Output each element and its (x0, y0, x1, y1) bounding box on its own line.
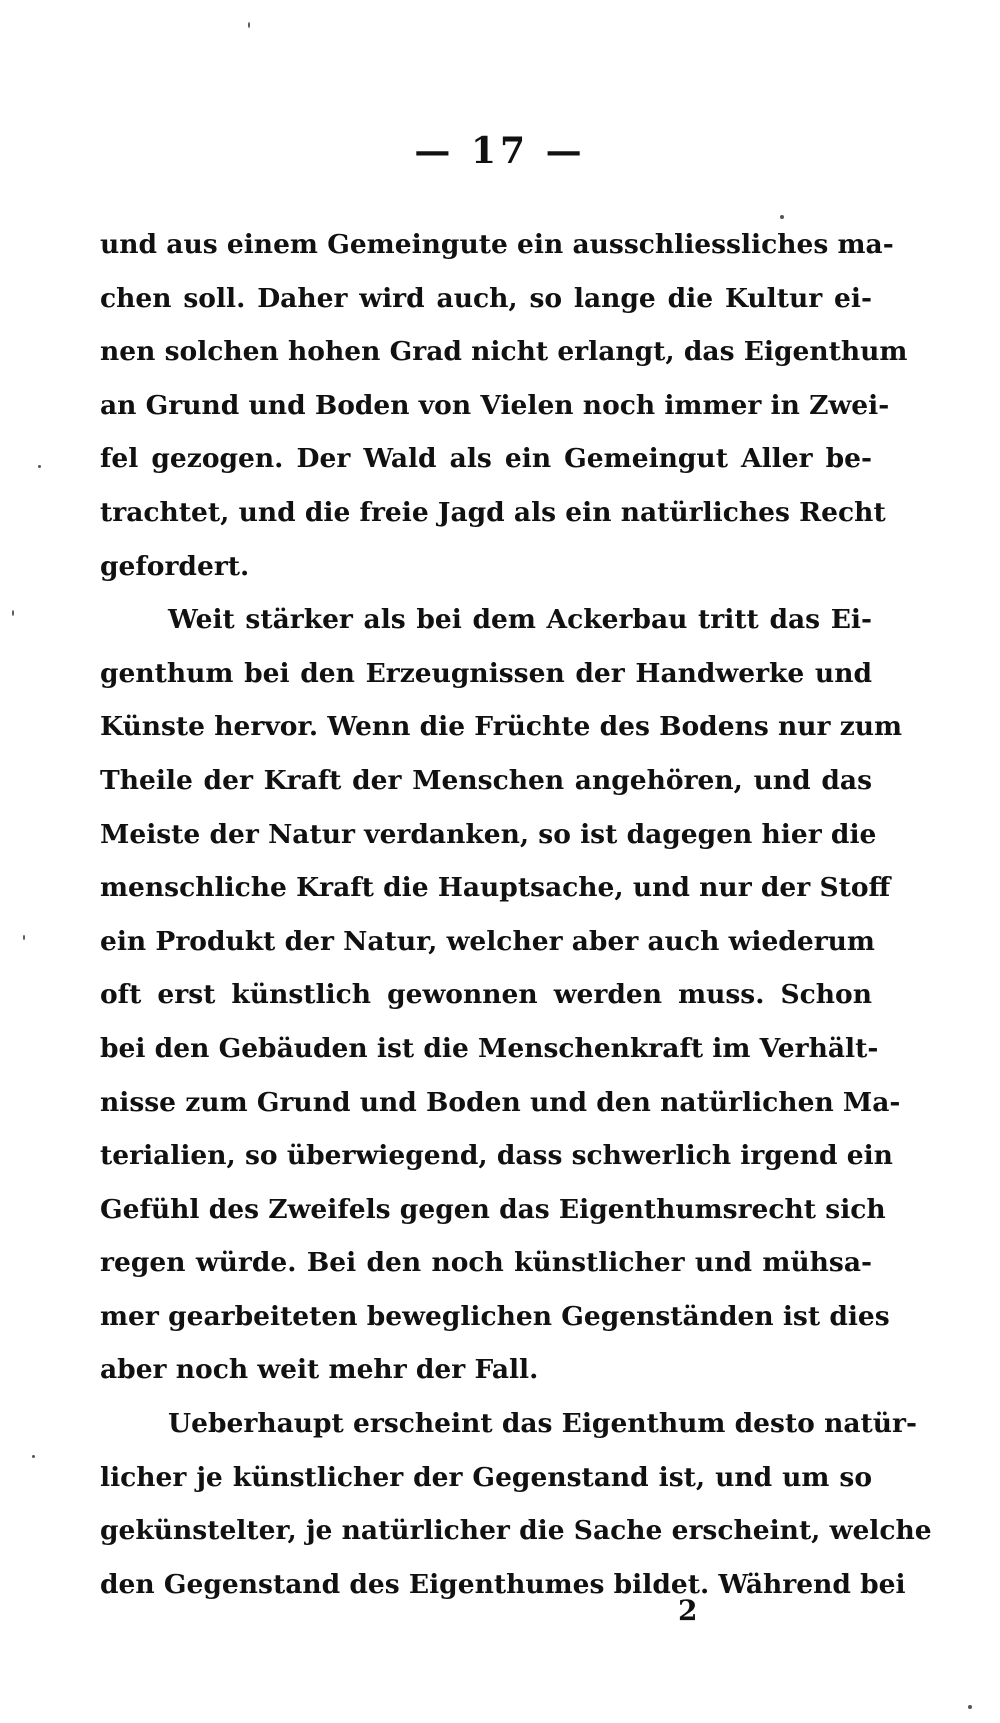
text-line: gefordert. (100, 550, 250, 582)
print-speck (780, 215, 784, 219)
text-line: genthum bei den Erzeugnissen der Handwerke und (100, 657, 872, 689)
text-line: an Grund und Boden von Vielen noch immer in Zwei- (100, 389, 890, 421)
text-line: aber noch weit mehr der Fall. (100, 1354, 539, 1386)
text-line: und aus einem Gemeingute ein ausschliessliches ma- (100, 229, 894, 260)
body-text (100, 218, 932, 1611)
text-line: bei den Gebäuden ist die Menschenkraft im Verhält- (100, 1032, 879, 1064)
text-line: den Gegenstand des Eigenthumes bildet. Während bei (100, 1568, 906, 1600)
page-number-header: — 17 — (414, 130, 586, 172)
print-speck (38, 465, 41, 468)
text-line: menschliche Kraft die Hauptsache, und nur der Stoff (100, 872, 891, 904)
text-line: ein Produkt der Natur, welcher aber auch wiederum (100, 925, 875, 957)
text-line: Weit stärker als bei dem Ackerbau tritt das Ei- (168, 604, 872, 636)
text-line: oft erst künstlich gewonnen werden muss. Schon (100, 979, 872, 1011)
text-line: Meiste der Natur verdanken, so ist dagegen hier die (100, 818, 877, 850)
text-line: chen soll. Daher wird auch, so lange die Kultur ei- (100, 282, 872, 314)
print-speck (12, 610, 14, 616)
text-line: terialien, so überwiegend, dass schwerlich irgend ein (100, 1140, 893, 1172)
text-line: gekünstelter, je natürlicher die Sache erscheint, welche (100, 1515, 932, 1547)
text-line: licher je künstlicher der Gegenstand ist, und um so (100, 1461, 872, 1493)
text-line: Ueberhaupt erscheint das Eigenthum desto natür- (168, 1408, 917, 1440)
print-speck (248, 22, 250, 28)
print-speck (32, 1455, 35, 1458)
text-line: trachtet, und die freie Jagd als ein natürliches Recht (100, 496, 886, 528)
signature-mark: 2 (678, 1594, 698, 1627)
text-line: Künste hervor. Wenn die Früchte des Bodens nur zum (100, 711, 903, 743)
text-line: fel gezogen. Der Wald als ein Gemeingut Aller be- (100, 443, 872, 475)
print-speck (968, 1705, 972, 1709)
print-speck (23, 935, 25, 940)
text-line: nisse zum Grund und Boden und den natürlichen Ma- (100, 1086, 901, 1118)
text-line: mer gearbeiteten beweglichen Gegenständen ist dies (100, 1300, 890, 1332)
text-line: Gefühl des Zweifels gegen das Eigenthumsrecht sich (100, 1193, 886, 1225)
text-line: regen würde. Bei den noch künstlicher und mühsa- (100, 1247, 872, 1279)
text-line: nen solchen hohen Grad nicht erlangt, das Eigenthum (100, 336, 908, 368)
text-line: Theile der Kraft der Menschen angehören, und das (100, 764, 872, 796)
